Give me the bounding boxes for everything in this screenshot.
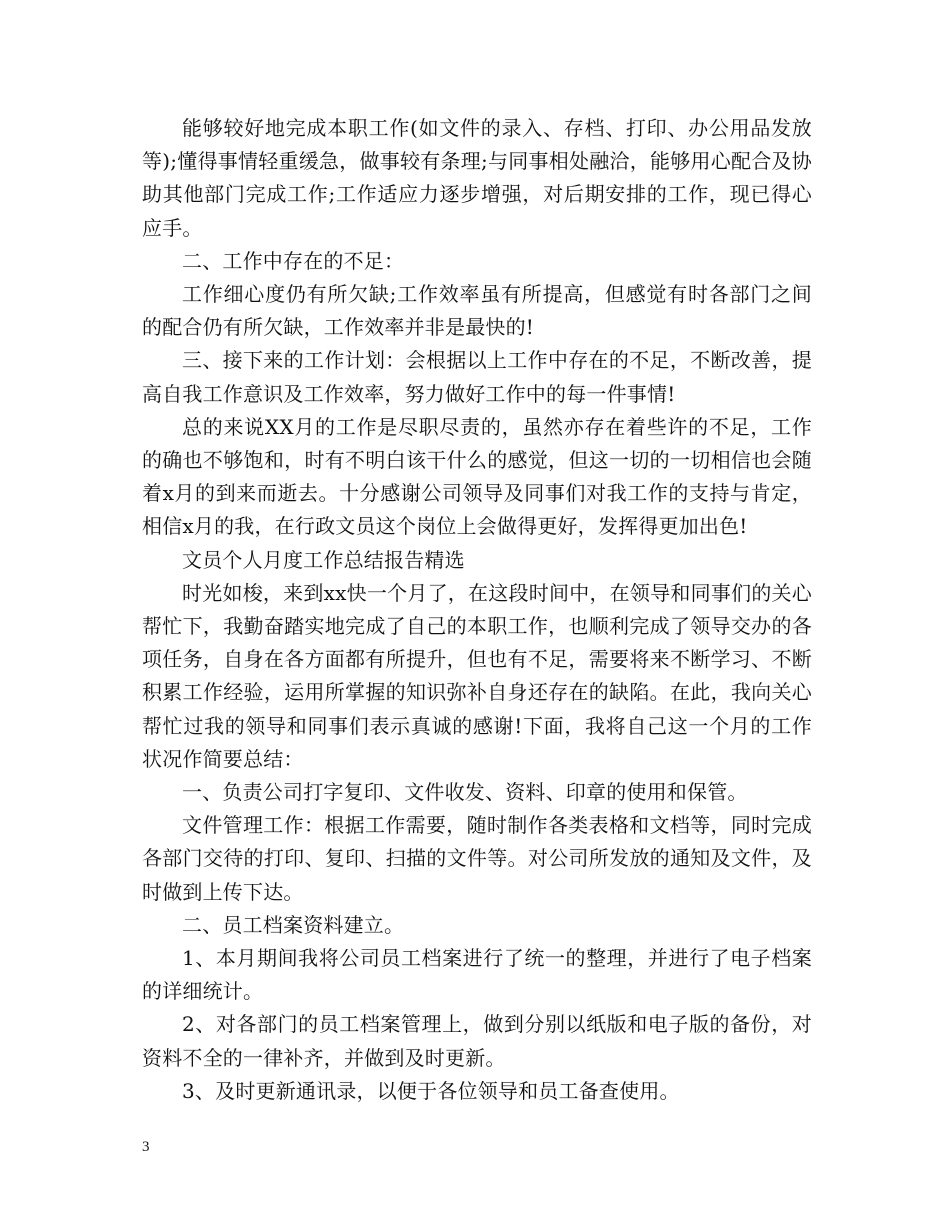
list-item-2: 2、对各部门的员工档案管理上，做到分别以纸版和电子版的备份，对资料不全的一律补齐，并做到及时更新。: [142, 1012, 812, 1070]
section-title: 文员个人月度工作总结报告精选: [182, 547, 465, 572]
item-employee-records: 二、员工档案资料建立。: [182, 912, 405, 937]
item-typing-and-documents: 一、负责公司打字复印、文件收发、资料、印章的使用和保管。: [182, 780, 748, 805]
paragraph-summary: 总的来说XX月的工作是尽职尽责的，虽然亦存在着些许的不足，工作的确也不够饱和，时有不明白该干什么的感觉，但这一切的一切相信也会随着x月的到来而逝去。十分感谢公司领导及同事们对我工作的支持与肯定，相信x月的我，在行政文员这个岗位上会做得更好，发挥得更加出色!: [142, 414, 812, 539]
document-body: [142, 112, 812, 1108]
heading-shortcomings: 二、工作中存在的不足：: [182, 248, 405, 273]
list-item-3: 3、及时更新通讯录，以便于各位领导和员工备查使用。: [182, 1078, 680, 1103]
paragraph-introduction: 时光如梭，来到xx快一个月了，在这段时间中，在领导和同事们的关心帮忙下，我勤奋踏实地完成了自己的本职工作，也顺利完成了领导交办的各项任务，自身在各方面都有所提升，但也有不足，需要将来不断学习、不断积累工作经验，运用所掌握的知识弥补自身还存在的缺陷。在此，我向关心帮忙过我的领导和同事们表示真诚的感谢!下面，我将自己这一个月的工作状况作简要总结：: [142, 580, 812, 771]
paragraph-file-management: 文件管理工作：根据工作需要，随时制作各类表格和文档等，同时完成各部门交待的打印、复印、扫描的文件等。对公司所发放的通知及文件，及时做到上传下达。: [142, 813, 812, 904]
paragraph-shortcomings: 工作细心度仍有所欠缺;工作效率虽有所提高，但感觉有时各部门之间的配合仍有所欠缺，工作效率并非是最快的!: [142, 282, 812, 340]
list-item-1: 1、本月期间我将公司员工档案进行了统一的整理，并进行了电子档案的详细统计。: [142, 946, 812, 1004]
paragraph-work-performance: 能够较好地完成本职工作(如文件的录入、存档、打印、办公用品发放等);懂得事情轻重缓急，做事较有条理;与同事相处融洽，能够用心配合及协助其他部门完成工作;工作适应力逐步增强，对后期安排的工作，现已得心应手。: [142, 116, 812, 240]
page-number: 3: [142, 1139, 150, 1155]
paragraph-next-plan: 三、接下来的工作计划：会根据以上工作中存在的不足，不断改善，提高自我工作意识及工作效率，努力做好工作中的每一件事情!: [142, 348, 812, 406]
